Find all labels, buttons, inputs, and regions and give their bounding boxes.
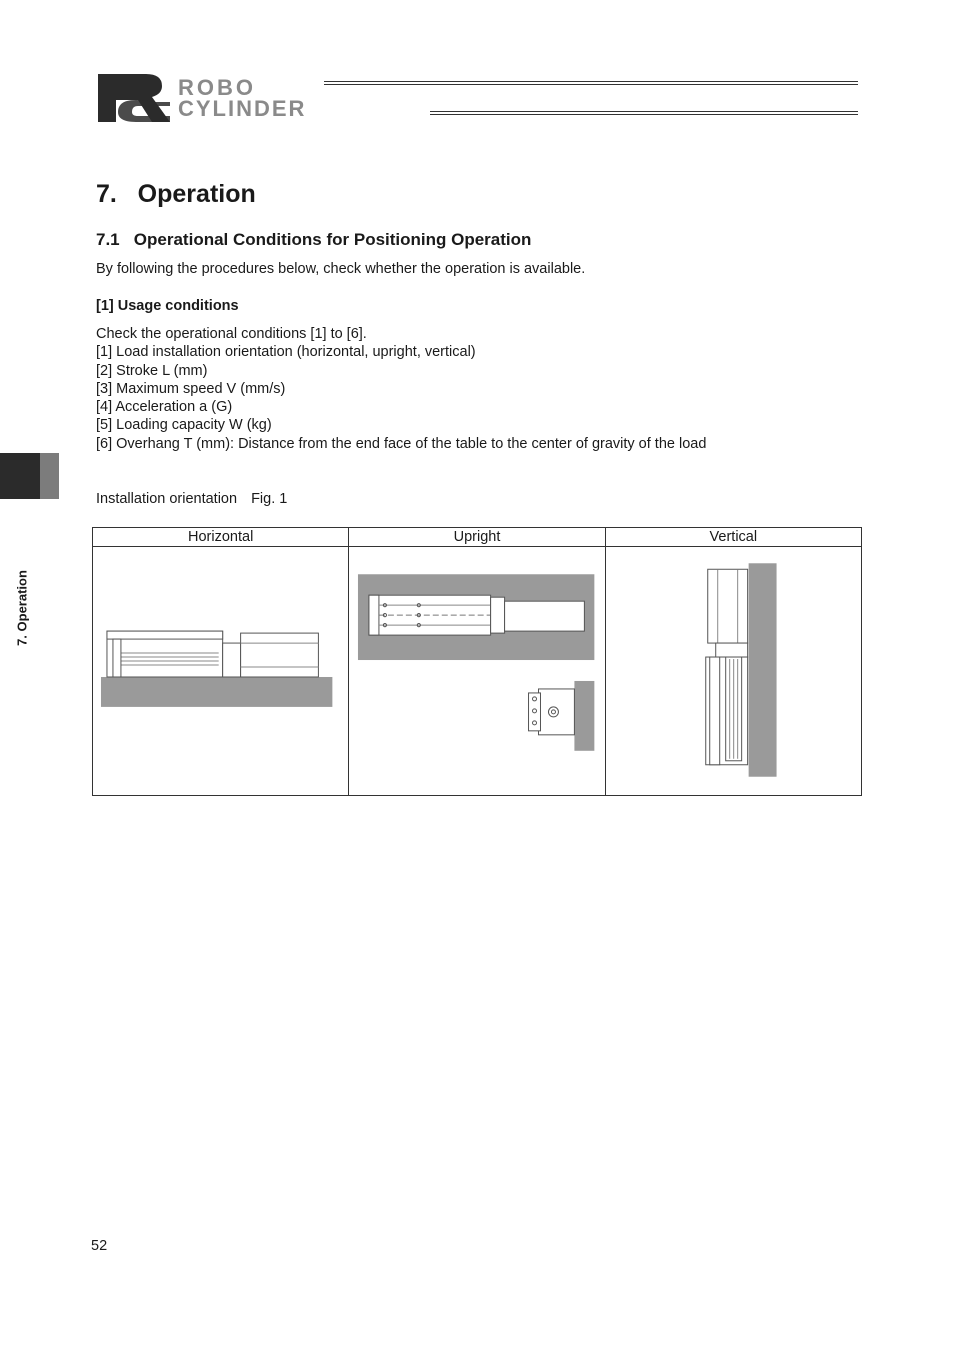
horizontal-actuator-illustration xyxy=(93,547,348,795)
header-rule-top xyxy=(324,81,858,85)
usage-conditions-list xyxy=(96,325,706,453)
figure-caption-text: Installation orientation xyxy=(96,491,238,507)
column-header-vertical: Vertical xyxy=(605,528,861,547)
column-header-horizontal: Horizontal xyxy=(93,528,349,547)
horizontal-illustration-cell xyxy=(93,547,349,796)
list-item: [5] Loading capacity W (kg) xyxy=(96,417,272,434)
page-number: 52 xyxy=(91,1238,108,1254)
list-item: [6] Overhang T (mm): Distance from the end face of the table to the center of gravity of the load xyxy=(96,435,707,452)
upright-actuator-illustration xyxy=(349,547,604,795)
usage-heading: [1] Usage conditions xyxy=(96,298,239,314)
list-item: [2] Stroke L (mm) xyxy=(96,362,208,379)
list-item: [1] Load installation orientation (horizontal, upright, vertical) xyxy=(96,344,476,361)
vertical-actuator-illustration xyxy=(606,547,861,795)
side-tab-grey-block xyxy=(40,453,59,499)
section-title: 7.1 Operational Conditions for Positioning Operation xyxy=(96,230,532,249)
header-rule-bottom xyxy=(430,111,858,115)
section-intro: By following the procedures below, check whether the operation is available. xyxy=(96,261,586,277)
upright-illustration-cell xyxy=(349,547,605,796)
logo-text-robo: ROBO xyxy=(178,75,256,100)
list-item: [3] Maximum speed V (mm/s) xyxy=(96,380,286,397)
list-item: Check the operational conditions [1] to [6]. xyxy=(96,326,367,342)
side-tab-dark-block xyxy=(0,453,40,499)
column-header-upright: Upright xyxy=(349,528,605,547)
robo-cylinder-logo-icon xyxy=(96,72,172,124)
installation-orientation-table xyxy=(92,527,862,796)
logo-text-cylinder: CYLINDER xyxy=(178,96,307,121)
figure-caption xyxy=(96,491,287,507)
vertical-illustration-cell xyxy=(605,547,861,796)
figure-label: Fig. 1 xyxy=(251,491,288,507)
list-item: [4] Acceleration a (G) xyxy=(96,399,233,416)
side-tab-label: 7. Operation xyxy=(14,570,30,646)
chapter-title: 7. Operation xyxy=(96,180,256,208)
